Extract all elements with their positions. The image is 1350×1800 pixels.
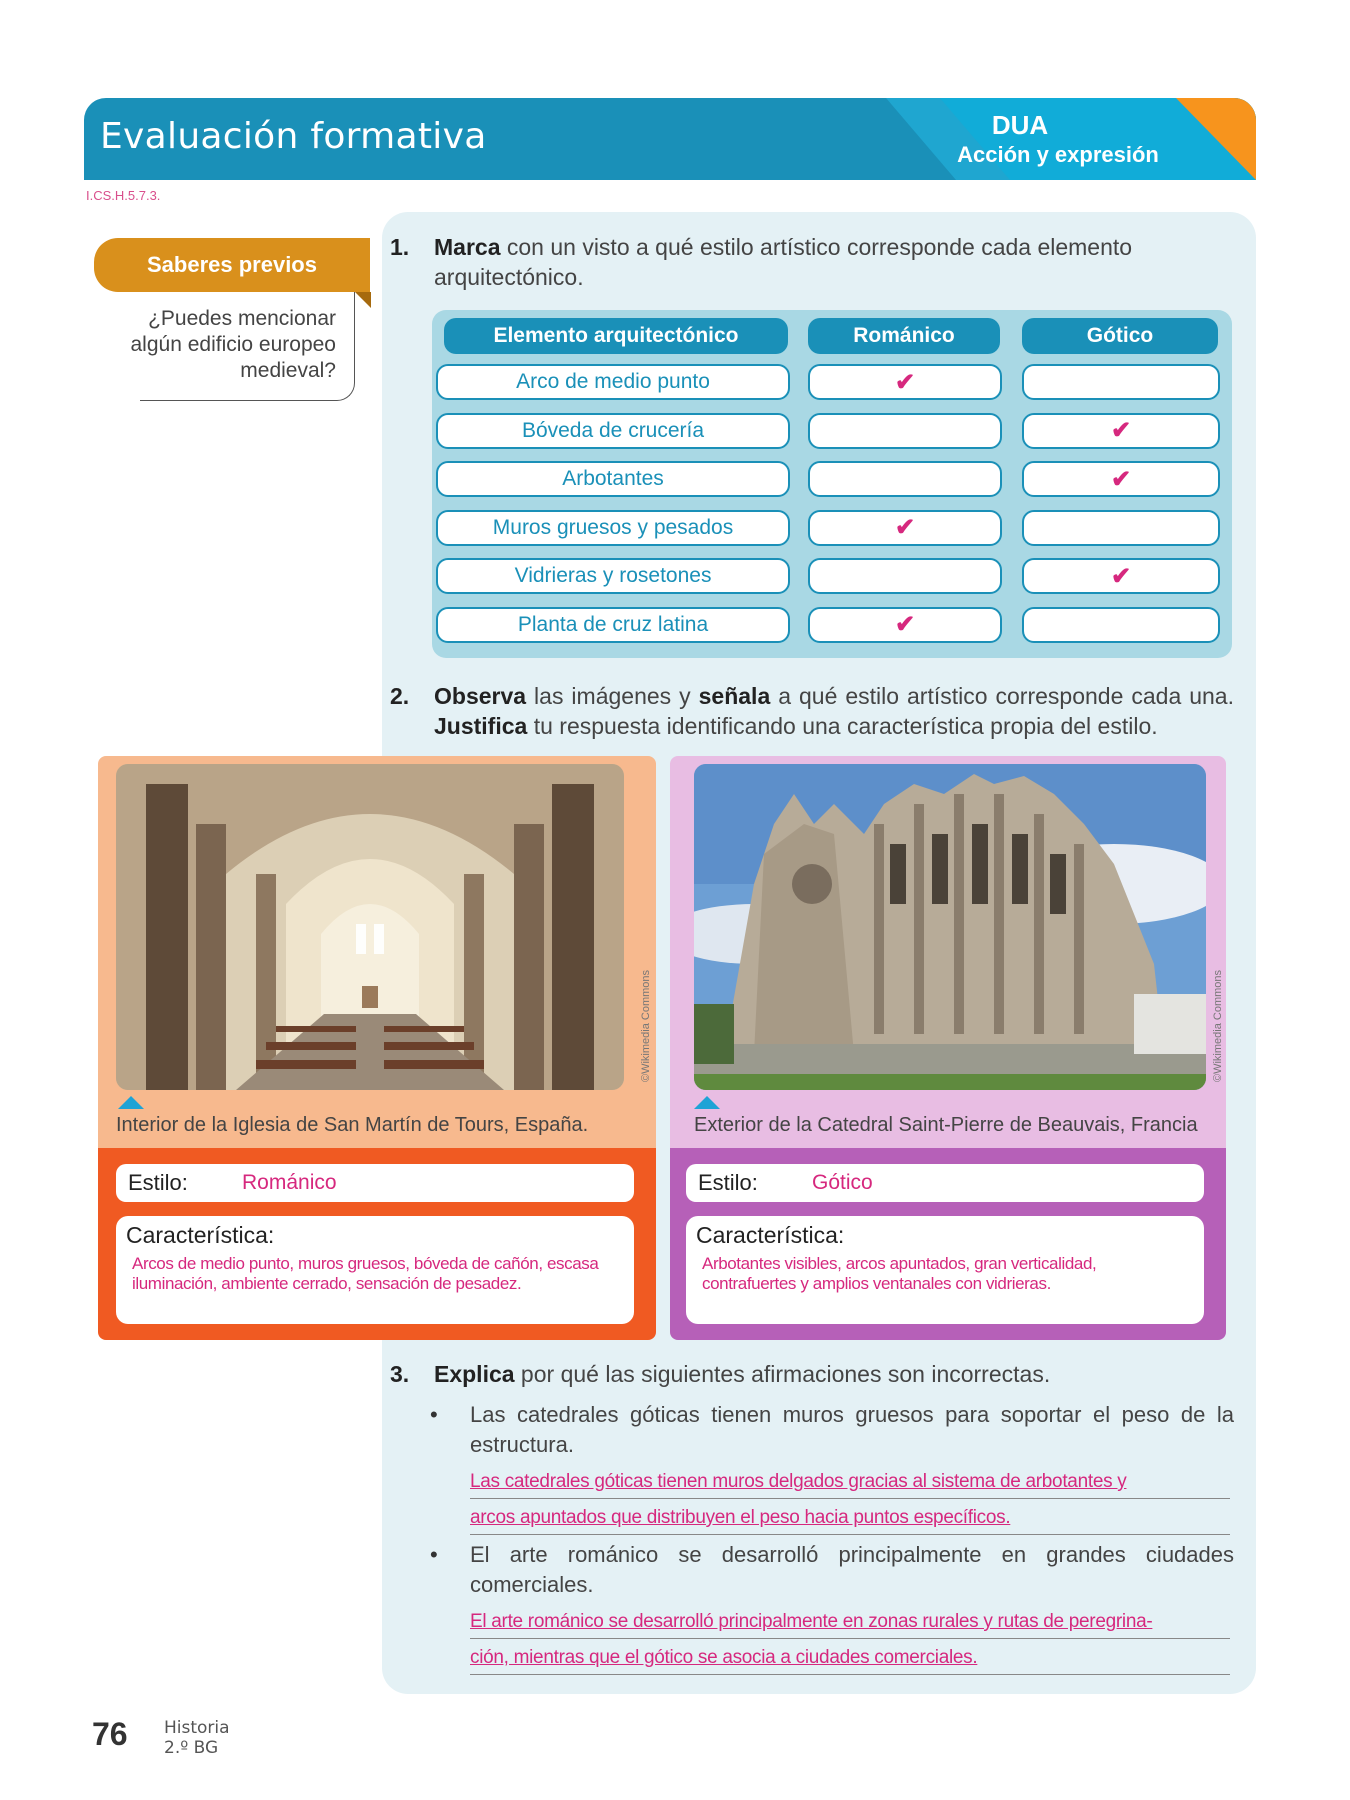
romanesque-characteristic-field xyxy=(116,1216,634,1324)
table-cell-romanico[interactable] xyxy=(808,510,1002,546)
caption-marker-icon xyxy=(118,1096,144,1109)
romanesque-caption: Interior de la Iglesia de San Martín de Tours, España. xyxy=(116,1114,589,1136)
table-cell-element[interactable]: Arco de medio punto xyxy=(436,364,790,400)
question-1-text: con un visto a qué estilo artístico corresponde cada elemento arquitectónico. xyxy=(434,234,1133,290)
question-3-text: por qué las siguientes afirmaciones son incorrectas. xyxy=(514,1361,1051,1387)
check-icon: ✔ xyxy=(1110,562,1132,590)
photo-credit: ©Wikimedia Commons xyxy=(640,969,652,1082)
style-label: Estilo: xyxy=(128,1170,188,1195)
table-header-romanico: Románico xyxy=(808,318,1000,354)
saberes-previos-tab xyxy=(94,238,370,292)
saberes-previos-question: ¿Puedes mencionar algún edificio europeo medieval? xyxy=(130,307,336,382)
table-cell-romanico[interactable] xyxy=(808,364,1002,400)
statement-1: Las catedrales góticas tienen muros gruesos para soportar el peso de la estructura. xyxy=(470,1402,1234,1457)
question-2-verb-senala: señala xyxy=(698,683,771,709)
check-icon: ✔ xyxy=(894,514,916,541)
saberes-previos-label: Saberes previos xyxy=(147,252,317,277)
table-cell-element[interactable]: Muros gruesos y pesados xyxy=(436,510,790,546)
dua-subtitle: Acción y expresión xyxy=(957,142,1159,167)
statement-2: El arte románico se desarrolló principalmente en grandes ciudades comerciales. xyxy=(470,1542,1234,1597)
answer-1-line-1: Las catedrales góticas tienen muros delgados gracias al sistema de arbotantes y xyxy=(470,1464,1230,1499)
page-title: Evaluación formativa xyxy=(100,116,487,157)
gothic-characteristic-field xyxy=(686,1216,1204,1324)
question-2-verb-observa: Observa xyxy=(434,683,527,709)
question-2-text-3: tu respuesta identificando una característica propia del estilo. xyxy=(527,713,1158,739)
caption-marker-icon xyxy=(694,1096,720,1109)
answer-2-line-2: ción, mientras que el gótico se asocia a ciudades comerciales. xyxy=(470,1640,1230,1675)
question-1 xyxy=(390,232,1234,292)
question-3 xyxy=(390,1359,1234,1389)
table-cell-gotico[interactable] xyxy=(1022,461,1220,497)
question-2 xyxy=(390,681,1234,741)
table-cell-gotico[interactable] xyxy=(1022,607,1220,643)
subject-name: Historia xyxy=(164,1718,230,1738)
table-cell-gotico[interactable] xyxy=(1022,364,1220,400)
table-cell-element[interactable]: Vidrieras y rosetones xyxy=(436,558,790,594)
table-cell-gotico[interactable] xyxy=(1022,558,1220,594)
table-header-element: Elemento arquitectónico xyxy=(444,318,788,354)
subject-grade: 2.º BG xyxy=(164,1738,219,1758)
check-icon: ✔ xyxy=(894,368,916,396)
romanesque-card xyxy=(98,756,656,1340)
question-2-text-2: a qué estilo artístico corresponde cada una. xyxy=(770,683,1234,709)
gothic-characteristic-answer: Arbotantes visibles, arcos apuntados, gran verticalidad, contrafuertes y amplios ventanales con vidrieras. xyxy=(702,1254,1097,1293)
romanesque-style-field xyxy=(116,1164,634,1202)
page-header xyxy=(84,98,1256,180)
dua-title: DUA xyxy=(991,110,1049,140)
table-cell-gotico[interactable] xyxy=(1022,413,1220,449)
gothic-caption: Exterior de la Catedral Saint-Pierre de Beauvais, Francia xyxy=(694,1114,1198,1136)
photo-credit: ©Wikimedia Commons xyxy=(1212,969,1224,1082)
question-2-text-1: las imágenes y xyxy=(526,683,699,709)
style-label: Estilo: xyxy=(698,1170,758,1195)
table-cell-romanico[interactable] xyxy=(808,461,1002,497)
table-cell-romanico[interactable] xyxy=(808,607,1002,643)
question-1-number: 1. xyxy=(390,234,410,260)
gothic-cathedral-photo xyxy=(694,764,1206,1090)
table-cell-romanico[interactable] xyxy=(808,413,1002,449)
romanesque-church-photo xyxy=(116,764,624,1090)
table-cell-gotico[interactable] xyxy=(1022,510,1220,546)
check-icon: ✔ xyxy=(894,611,916,638)
question-2-number: 2. xyxy=(390,683,410,709)
table-header-gotico: Gótico xyxy=(1022,318,1218,354)
romanesque-style-answer: Románico xyxy=(242,1171,337,1194)
bullet-icon: • xyxy=(430,1542,438,1567)
page-number: 76 xyxy=(92,1716,128,1752)
question-3-verb: Explica xyxy=(434,1361,515,1387)
subject-label xyxy=(164,1718,230,1758)
answer-1-line-2: arcos apuntados que distribuyen el peso hacia puntos específicos. xyxy=(470,1500,1230,1535)
characteristic-label: Característica: xyxy=(126,1222,275,1248)
gothic-style-field xyxy=(686,1164,1204,1202)
check-icon: ✔ xyxy=(1110,465,1132,493)
characteristic-label: Característica: xyxy=(696,1222,845,1248)
answer-2-line-1: El arte románico se desarrolló principalmente en zonas rurales y rutas de peregrina- xyxy=(470,1604,1230,1639)
bullet-icon: • xyxy=(430,1402,438,1427)
table-cell-element[interactable]: Bóveda de crucería xyxy=(436,413,790,449)
table-cell-element[interactable]: Arbotantes xyxy=(436,461,790,497)
gothic-style-answer: Gótico xyxy=(812,1171,873,1194)
romanesque-characteristic-answer: Arcos de medio punto, muros gruesos, bóveda de cañón, escasa iluminación, ambiente cerrado, sensación de pesadez. xyxy=(132,1254,599,1293)
table-cell-romanico[interactable] xyxy=(808,558,1002,594)
question-1-verb: Marca xyxy=(434,234,501,260)
gothic-card xyxy=(670,756,1226,1340)
table-cell-element[interactable]: Planta de cruz latina xyxy=(436,607,790,643)
curriculum-code: I.CS.H.5.7.3. xyxy=(86,188,161,203)
question-2-verb-justifica: Justifica xyxy=(434,713,528,739)
check-icon: ✔ xyxy=(1110,417,1132,444)
question-3-number: 3. xyxy=(390,1361,410,1387)
